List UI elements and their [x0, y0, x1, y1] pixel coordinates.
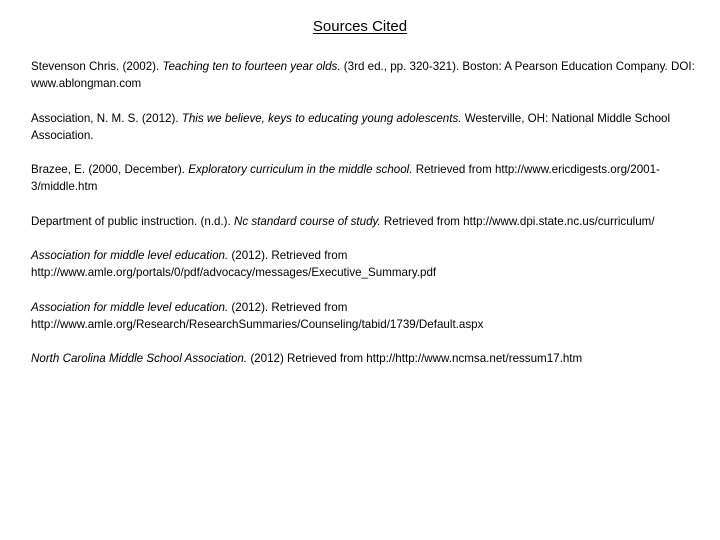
- reference-item: [31, 58, 701, 92]
- reference-text: Department of public instruction. (n.d.).: [31, 214, 234, 228]
- reference-text: Retrieved from http://www.dpi.state.nc.us/curriculum/: [380, 214, 655, 228]
- reference-text: Stevenson Chris. (2002).: [31, 60, 163, 73]
- reference-text: Association, N. M. S. (2012).: [31, 111, 182, 125]
- reference-item: [31, 213, 701, 230]
- reference-text: Brazee, E. (2000, December).: [31, 163, 189, 176]
- reference-item: [31, 350, 701, 367]
- reference-title: Exploratory curriculum in the middle school.: [188, 163, 413, 176]
- reference-text: Retrieved from http://www.ericdigests.org/2001-3/middle.htm: [31, 163, 660, 193]
- reference-item: [31, 110, 701, 144]
- reference-text: (2012). Retrieved from http://www.amle.org/Research/ResearchSummaries/Counseling/tabid/1739/Default.aspx: [31, 300, 484, 331]
- reference-title: Association for middle level education.: [31, 300, 229, 314]
- reference-text: (2012). Retrieved from http://www.amle.org/portals/0/pdf/advocacy/messages/Executive_Summary.pdf: [31, 249, 437, 279]
- reference-item: [31, 247, 701, 281]
- reference-item: [31, 161, 701, 195]
- reference-title: North Carolina Middle School Association.: [31, 352, 248, 365]
- reference-title: Association for middle level education.: [31, 249, 229, 262]
- page-title: Sources Cited: [312, 18, 408, 35]
- reference-title: Teaching ten to fourteen year olds.: [162, 60, 341, 73]
- reference-title: Nc standard course of study.: [233, 214, 381, 228]
- reference-list: [31, 58, 701, 367]
- reference-text: (3rd ed., pp. 320-321). Boston: A Pearson Education Company. DOI: www.ablongman.com: [31, 60, 695, 90]
- reference-text: Westerville, OH: National Middle School Association.: [31, 111, 671, 142]
- reference-item: [31, 299, 701, 333]
- reference-title: This we believe, keys to educating young adolescents.: [181, 111, 462, 125]
- reference-text: (2012) Retrieved from http://http://www.ncmsa.net/ressum17.htm: [247, 352, 583, 365]
